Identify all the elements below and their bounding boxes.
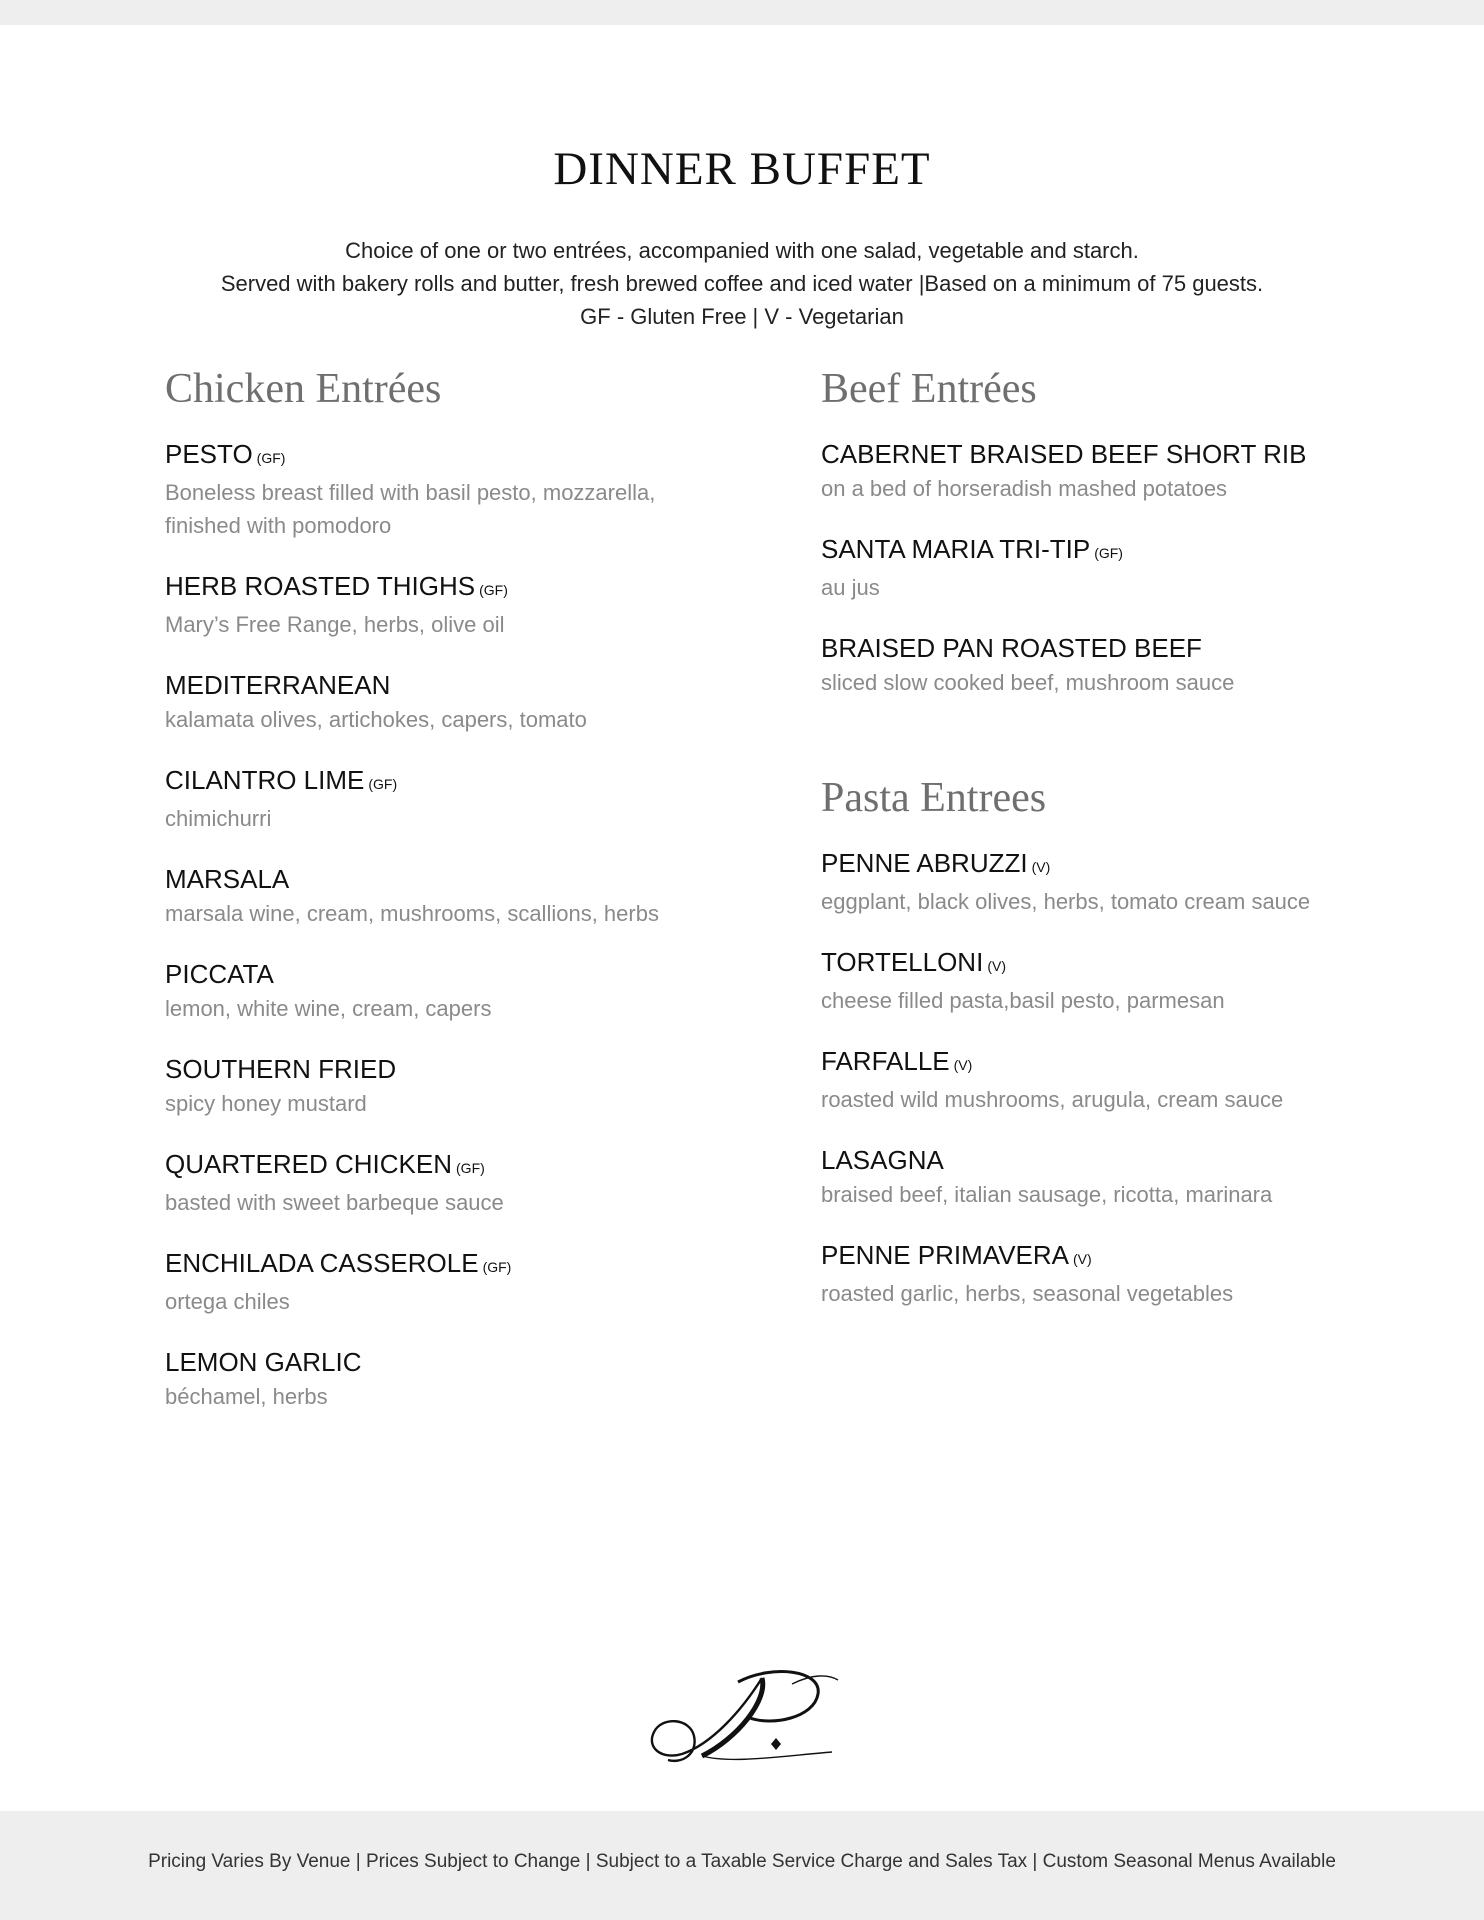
footer-bar xyxy=(0,1811,1484,1920)
beef-items xyxy=(821,436,1381,699)
menu-item-description: sliced slow cooked beef, mushroom sauce xyxy=(821,670,1235,695)
menu-item-description: on a bed of horseradish mashed potatoes xyxy=(821,476,1228,501)
menu-item-title: SOUTHERN FRIED xyxy=(165,1054,397,1084)
diet-tag: (GF) xyxy=(479,582,508,598)
menu-item xyxy=(165,1344,705,1413)
menu-item-name xyxy=(165,667,705,703)
menu-item-name xyxy=(165,1146,705,1186)
menu-item-title: LASAGNA xyxy=(821,1145,944,1175)
diet-tag: (V) xyxy=(1073,1251,1092,1267)
diet-tag: (GF) xyxy=(1094,545,1123,561)
script-p-monogram-icon xyxy=(642,1660,842,1770)
menu-item-description: roasted wild mushrooms, arugula, cream sauce xyxy=(821,1087,1284,1112)
menu-item xyxy=(165,861,705,930)
menu-item-name xyxy=(821,845,1381,885)
menu-item-name xyxy=(165,1245,705,1285)
beef-heading: Beef Entrées xyxy=(821,366,1037,412)
menu-item-title: PESTO xyxy=(165,439,253,469)
menu-item xyxy=(821,1043,1381,1116)
diet-tag: (GF) xyxy=(482,1259,512,1275)
intro-line-3: GF - Gluten Free | V - Vegetarian xyxy=(580,304,904,329)
diet-tag: (GF) xyxy=(256,450,286,466)
diet-tag: (V) xyxy=(987,958,1006,974)
menu-item xyxy=(165,436,705,542)
chicken-heading: Chicken Entrées xyxy=(165,366,442,412)
diet-tag: (V) xyxy=(953,1057,973,1073)
menu-item-name xyxy=(165,1344,705,1380)
menu-item-description: béchamel, herbs xyxy=(165,1384,328,1409)
menu-item xyxy=(821,944,1381,1017)
menu-item-title: CABERNET BRAISED BEEF SHORT RIB xyxy=(821,439,1307,469)
menu-item-name xyxy=(165,762,705,802)
beef-section xyxy=(821,362,1381,699)
right-column xyxy=(821,362,1381,1336)
diet-tag: (V) xyxy=(1031,859,1051,875)
pasta-section xyxy=(821,771,1381,1310)
menu-item-title: ENCHILADA CASSEROLE xyxy=(165,1248,479,1278)
menu-item-description: marsala wine, cream, mushrooms, scallions, herbs xyxy=(165,901,659,926)
menu-item-name xyxy=(821,1142,1381,1178)
menu-item xyxy=(821,630,1381,699)
menu-item-name xyxy=(821,630,1381,666)
menu-item xyxy=(821,436,1381,505)
intro-line-1: Choice of one or two entrées, accompanied with one salad, vegetable and starch. xyxy=(345,238,1139,263)
menu-item-description: roasted garlic, herbs, seasonal vegetables xyxy=(821,1281,1234,1306)
menu-item-description: eggplant, black olives, herbs, tomato cream sauce xyxy=(821,889,1311,914)
menu-item-title: CILANTRO LIME xyxy=(165,765,365,795)
menu-item xyxy=(165,762,705,835)
menu-item-title: FARFALLE xyxy=(821,1046,950,1076)
diet-tag: (GF) xyxy=(456,1160,485,1176)
intro-line-2: Served with bakery rolls and butter, fresh brewed coffee and iced water |Based on a minimum of 75 guests. xyxy=(220,271,1264,296)
menu-item xyxy=(821,1142,1381,1211)
menu-item-name xyxy=(821,1043,1381,1083)
menu-item-name xyxy=(821,436,1381,472)
menu-item-description: au jus xyxy=(821,575,880,600)
menu-item xyxy=(165,1245,705,1318)
menu-item xyxy=(821,531,1381,604)
menu-item-title: QUARTERED CHICKEN xyxy=(165,1149,453,1179)
menu-item-name xyxy=(165,436,705,476)
page-title: DINNER BUFFET xyxy=(553,143,931,195)
diet-tag: (GF) xyxy=(368,776,398,792)
pasta-items xyxy=(821,845,1381,1310)
chicken-section xyxy=(165,362,705,1413)
menu-item xyxy=(165,568,705,641)
left-column xyxy=(165,362,705,1439)
menu-item-title: PENNE ABRUZZI xyxy=(821,848,1028,878)
menu-item-title: BRAISED PAN ROASTED BEEF xyxy=(821,633,1202,663)
section-spacer xyxy=(821,725,1381,771)
menu-item xyxy=(165,956,705,1025)
menu-item xyxy=(165,1051,705,1120)
menu-item-name xyxy=(821,1237,1381,1277)
menu-item-title: HERB ROASTED THIGHS xyxy=(165,571,476,601)
menu-item-title: TORTELLONI xyxy=(821,947,984,977)
menu-item-title: MARSALA xyxy=(165,864,290,894)
menu-item-name xyxy=(821,944,1381,984)
menu-item xyxy=(165,667,705,736)
menu-item-name xyxy=(165,1051,705,1087)
menu-item-title: SANTA MARIA TRI-TIP xyxy=(821,534,1091,564)
menu-item-title: LEMON GARLIC xyxy=(165,1347,362,1377)
menu-item-title: PENNE PRIMAVERA xyxy=(821,1240,1070,1270)
chicken-items xyxy=(165,436,705,1413)
menu-item xyxy=(821,845,1381,918)
top-bar xyxy=(0,0,1484,25)
menu-item-name xyxy=(165,956,705,992)
menu-item-description: chimichurri xyxy=(165,806,272,831)
menu-item-description: ortega chiles xyxy=(165,1289,290,1314)
menu-item-title: MEDITERRANEAN xyxy=(165,670,391,700)
menu-item-title: PICCATA xyxy=(165,959,274,989)
menu-item xyxy=(821,1237,1381,1310)
menu-item-description: braised beef, italian sausage, ricotta, marinara xyxy=(821,1182,1273,1207)
menu-item-description: Boneless breast filled with basil pesto, mozzarella, finished with pomodoro xyxy=(165,480,656,538)
pasta-heading: Pasta Entrees xyxy=(821,775,1047,821)
menu-item-name xyxy=(165,568,705,608)
menu-item-description: cheese filled pasta,basil pesto, parmesan xyxy=(821,988,1225,1013)
menu-item-name xyxy=(821,531,1381,571)
menu-item-description: lemon, white wine, cream, capers xyxy=(165,996,492,1021)
menu-item-description: kalamata olives, artichokes, capers, tomato xyxy=(165,707,587,732)
footer-text: Pricing Varies By Venue | Prices Subject to Change | Subject to a Taxable Service Charge and Sales Tax | Custom Seasonal Menus Available xyxy=(148,1851,1336,1872)
menu-item-name xyxy=(165,861,705,897)
menu-item-description: basted with sweet barbeque sauce xyxy=(165,1190,504,1215)
menu-item-description: spicy honey mustard xyxy=(165,1091,367,1116)
menu-item-description: Mary’s Free Range, herbs, olive oil xyxy=(165,612,505,637)
intro-text xyxy=(0,234,1484,333)
menu-item xyxy=(165,1146,705,1219)
